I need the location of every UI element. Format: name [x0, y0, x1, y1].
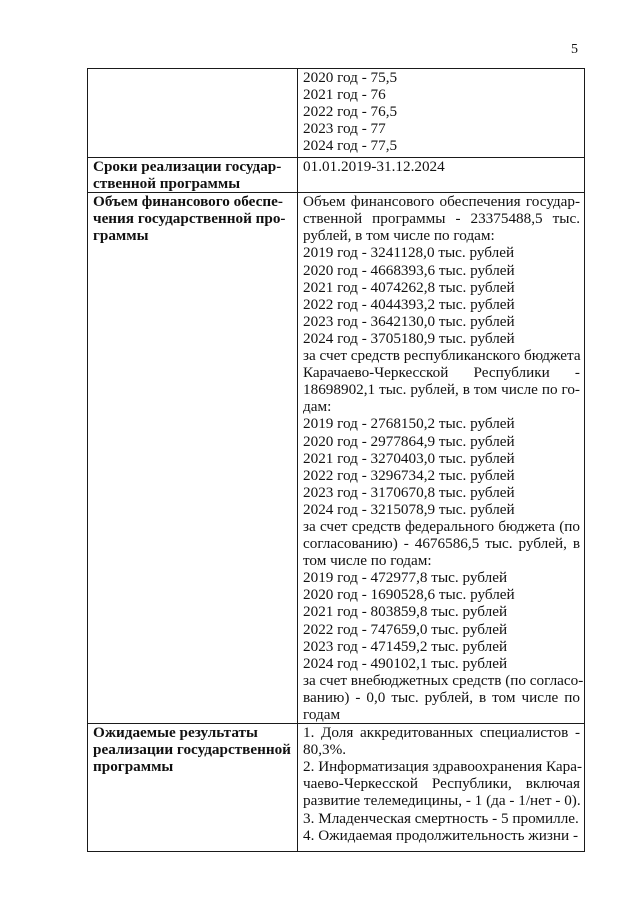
- row-value-line: 2020 год - 1690528,6 тыс. рублей: [303, 586, 515, 604]
- table-row-implementation-period: [88, 158, 585, 193]
- row-value-line: 2021 год - 803859,8 тыс. рублей: [303, 603, 508, 621]
- row-value-line: ванию) - 0,0 тыс. рублей, в том числе по: [303, 688, 580, 706]
- row-value-line: 2019 год - 2768150,2 тыс. рублей: [303, 415, 515, 433]
- row-value-line: 2019 год - 3241128,0 тыс. рублей: [303, 244, 515, 262]
- row-value-line: 2024 год - 490102,1 тыс. рублей: [303, 654, 508, 672]
- row-value-line: за счет средств республиканского бюджета: [303, 347, 581, 365]
- row-value-line: Объем финансового обеспечения государ-: [303, 193, 580, 211]
- row-value-cell: [298, 724, 585, 852]
- row-value-cell: [298, 193, 585, 724]
- row-value-line: 2022 год - 747659,0 тыс. рублей: [303, 620, 508, 638]
- row-label-line: граммы: [93, 227, 149, 245]
- row-label-cell: [88, 158, 298, 193]
- table-row-financing-volume: [88, 193, 585, 724]
- row-value-cell: [298, 158, 585, 193]
- row-value-line: 2024 год - 77,5: [303, 137, 398, 155]
- row-value-line: 2021 год - 3270403,0 тыс. рублей: [303, 449, 515, 467]
- row-value-line: ственной программы - 23375488,5 тыс.: [303, 210, 580, 228]
- row-value-line: за счет средств федерального бюджета (по: [303, 517, 580, 535]
- row-value-line: за счет внебюджетных средств (по согласо-: [303, 671, 584, 689]
- row-label-line: программы: [93, 758, 174, 776]
- row-value-line: 2023 год - 3170670,8 тыс. рублей: [303, 483, 515, 501]
- row-label-cell: [88, 724, 298, 852]
- row-value-line: годам: [303, 706, 341, 723]
- row-label-line: Ожидаемые результаты: [93, 724, 258, 742]
- row-label-line: ственной программы: [93, 175, 241, 193]
- row-value-line: 2024 год - 3705180,9 тыс. рублей: [303, 329, 515, 347]
- row-value-line: 2019 год - 472977,8 тыс. рублей: [303, 569, 508, 587]
- row-value-line: 1. Доля аккредитованных специалистов -: [303, 724, 580, 742]
- row-value-line: 2. Информатизация здравоохранения Кара-: [303, 758, 583, 776]
- row-value-line: том числе по годам:: [303, 552, 432, 570]
- row-value-line: 3. Младенческая смертность - 5 промилле.: [303, 809, 579, 827]
- row-value-line: 2021 год - 4074262,8 тыс. рублей: [303, 278, 515, 296]
- row-value-line: 2021 год - 76: [303, 86, 386, 104]
- row-value-line: 80,3%.: [303, 741, 347, 759]
- row-value-line: развитие телемедицины, - 1 (да - 1/нет - 0).: [303, 792, 581, 810]
- row-value-line: чаево-Черкесской Республики, включая: [303, 775, 580, 793]
- row-value-line: 18698902,1 тыс. рублей, в том числе по го-: [303, 381, 580, 399]
- row-label-cell: [88, 193, 298, 724]
- row-label-line: Сроки реализации государ-: [93, 158, 282, 175]
- row-value-line: 2020 год - 75,5: [303, 69, 398, 86]
- row-value-cell: [298, 69, 585, 158]
- row-value-line: 2023 год - 471459,2 тыс. рублей: [303, 637, 508, 655]
- row-value-line: Карачаево-Черкесской Республики -: [303, 364, 580, 382]
- row-value-line: 2020 год - 2977864,9 тыс. рублей: [303, 432, 515, 450]
- row-label-line: реализации государственной: [93, 741, 291, 759]
- row-value-line: 2022 год - 3296734,2 тыс. рублей: [303, 466, 515, 484]
- row-value-line: 2024 год - 3215078,9 тыс. рублей: [303, 500, 515, 518]
- row-value-line: 2022 год - 76,5: [303, 103, 398, 121]
- row-value-line: 2023 год - 3642130,0 тыс. рублей: [303, 312, 515, 330]
- row-value-line: согласованию) - 4676586,5 тыс. рублей, в: [303, 535, 580, 553]
- page-number: 5: [571, 42, 578, 57]
- row-value-line: 2020 год - 4668393,6 тыс. рублей: [303, 261, 515, 279]
- row-value-line: 2022 год - 4044393,2 тыс. рублей: [303, 295, 515, 313]
- row-value-line: 01.01.2019-31.12.2024: [303, 158, 445, 175]
- row-value-line: дам:: [303, 398, 332, 416]
- table-row-target-indicators: [88, 69, 585, 158]
- row-value-line: 2023 год - 77: [303, 120, 386, 138]
- row-label-cell: [88, 69, 298, 158]
- row-label-line: чения государственной про-: [93, 210, 286, 228]
- row-label-line: Объем финансового обеспе-: [93, 193, 283, 211]
- row-value-line: рублей, в том числе по годам:: [303, 227, 495, 245]
- table-row-expected-results: [88, 724, 585, 852]
- program-passport-table: [87, 68, 585, 852]
- row-value-line: 4. Ожидаемая продолжительность жизни -: [303, 826, 579, 844]
